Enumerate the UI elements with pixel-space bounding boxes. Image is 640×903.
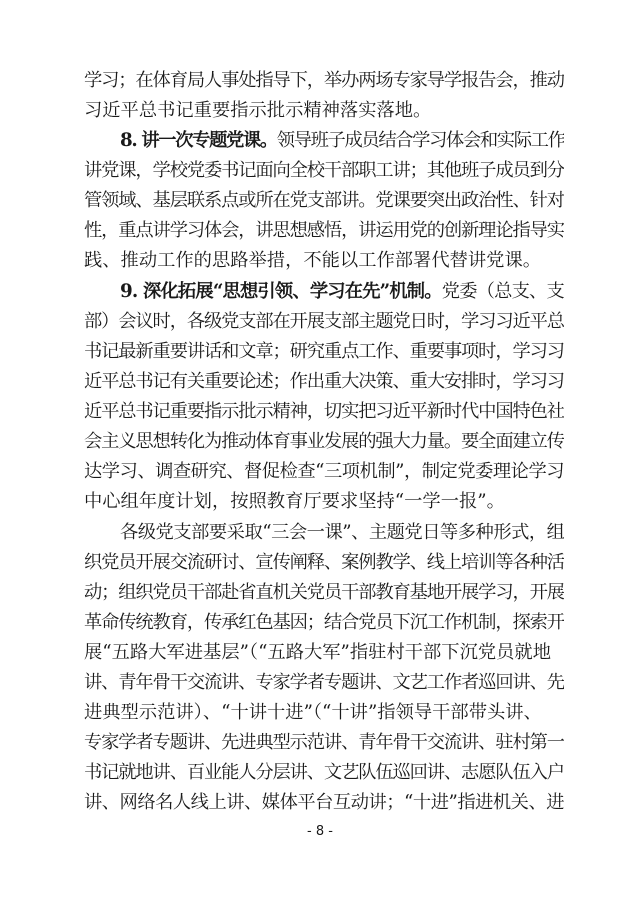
text-line: 书记就地讲、百业能人分层讲、文艺队伍巡回讲、志愿队伍入户	[84, 762, 564, 783]
text-line: 达学习、调查研究、督促检查“三项机制”，制定党委理论学习	[84, 461, 564, 482]
text-line: 进典型示范讲）、“十讲十进”（“十讲”指领导干部带头讲、	[84, 702, 542, 723]
text-span: 党委（总支、支	[441, 281, 564, 302]
text-line: 讲党课，学校党委书记面向全校干部职工讲；其他班子成员到分	[84, 160, 564, 181]
section-8-first-line	[120, 126, 564, 156]
text-line: 讲、青年骨干交流讲、专家学者专题讲、文艺工作者巡回讲、先	[84, 672, 564, 693]
section-9-first-line	[120, 277, 564, 307]
text-line: 织党员开展交流研讨、宣传阐释、案例教学、线上培训等各种活	[84, 552, 564, 573]
text-line: 管领域、基层联系点或所在党支部讲。党课要突出政治性、针对	[84, 190, 564, 211]
page-number: - 8 -	[307, 824, 333, 839]
text-line: 各级党支部要采取“三会一课”、主题党日等多种形式，组	[120, 522, 564, 543]
text-line: 近平总书记有关重要论述；作出重大决策、重大安排时，学习习	[84, 371, 564, 392]
text-line: 书记最新重要讲话和文章；研究重点工作、重要事项时，学习习	[84, 341, 564, 362]
text-line: 学习；在体育局人事处指导下，举办两场专家导学报告会，推动	[84, 70, 564, 91]
text-span: 领导班子成员结合学习体会和实际工作	[276, 130, 564, 151]
text-line: 专家学者专题讲、先进典型示范讲、青年骨干交流讲、驻村第一	[84, 732, 564, 753]
text-line: 践、推动工作的思路举措，不能以工作部署代替讲党课。	[84, 250, 542, 271]
section-8-heading: 8. 讲一次专题党课。	[120, 130, 277, 151]
text-line: 中心组年度计划，按照教育厅要求坚持“一学一报”。	[84, 491, 505, 512]
text-line: 动；组织党员干部赴省直机关党员干部教育基地开展学习，开展	[84, 582, 564, 603]
text-line: 革命传统教育，传承红色基因；结合党员下沉工作机制，探索开	[84, 612, 564, 633]
text-line: 展“五路大军进基层”（“五路大军”指驻村干部下沉党员就地	[84, 642, 551, 663]
text-line: 会主义思想转化为推动体育事业发展的强大力量。要全面建立传	[84, 431, 564, 452]
section-9-heading: 9. 深化拓展“思想引领、学习在先”机制。	[120, 281, 442, 302]
text-line: 讲、网络名人线上讲、媒体平台互动讲；“十进”指进机关、进	[84, 792, 564, 813]
text-line: 近平总书记重要指示批示精神，切实把习近平新时代中国特色社	[84, 401, 564, 422]
text-line: 部）会议时，各级党支部在开展支部主题党日时，学习习近平总	[84, 311, 564, 332]
text-line: 习近平总书记重要指示批示精神落实落地。	[84, 100, 432, 121]
text-line: 性，重点讲学习体会，讲思想感悟，讲运用党的创新理论指导实	[84, 220, 564, 241]
